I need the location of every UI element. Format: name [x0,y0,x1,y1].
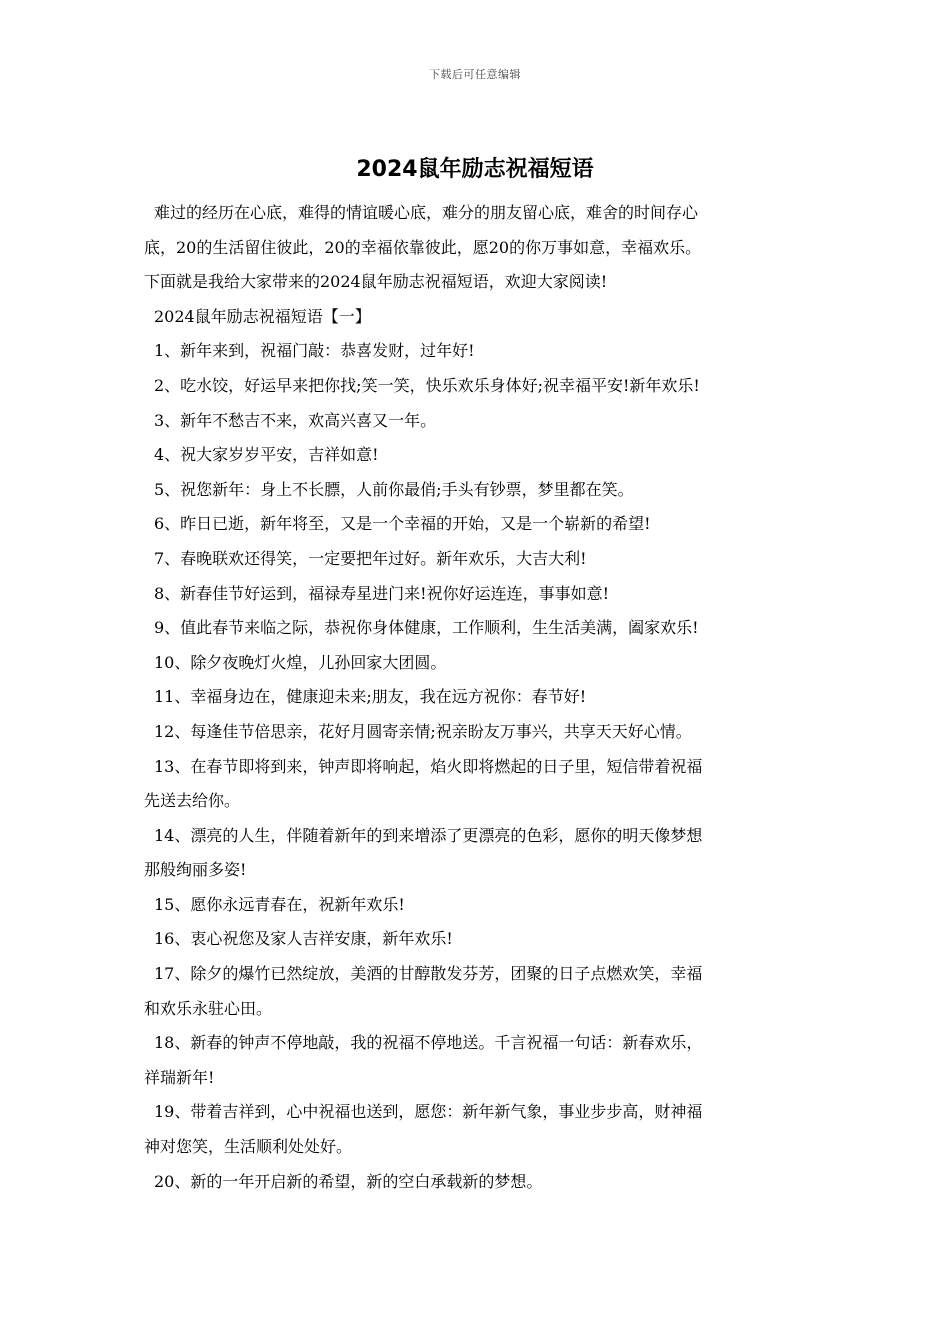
list-item: 4、祝大家岁岁平安，吉祥如意! [154,445,379,465]
intro-line: 底，20的生活留住彼此，20的幸福依靠彼此，愿20的你万事如意，幸福欢乐。 [144,237,702,257]
page-header: 下载后可任意编辑 [429,68,521,81]
list-item-continuation: 那般绚丽多姿! [144,860,247,880]
intro-line: 下面就是我给大家带来的2024鼠年励志祝福短语，欢迎大家阅读! [144,272,608,292]
intro-line: 难过的经历在心底，难得的情谊暖心底，难分的朋友留心底，难舍的时间存心 [154,203,699,222]
list-item: 6、昨日已逝，新年将至，又是一个幸福的开始，又是一个崭新的希望! [154,514,651,534]
list-item: 11、幸福身边在，健康迎未来;朋友，我在远方祝你：春节好! [154,687,587,707]
list-item-continuation: 祥瑞新年! [144,1067,215,1087]
list-item: 15、愿你永远青春在，祝新年欢乐! [154,894,405,914]
list-item-continuation: 和欢乐永驻心田。 [144,998,273,1018]
list-item: 14、漂亮的人生，伴随着新年的到来增添了更漂亮的色彩，愿你的明天像梦想 [154,825,703,845]
list-item: 18、新春的钟声不停地敲，我的祝福不停地送。千言祝福一句话：新春欢乐， [154,1033,703,1053]
document-body [144,196,834,1199]
document-title: 2024鼠年励志祝福短语 [356,157,594,182]
list-item: 3、新年不愁吉不来，欢高兴喜又一年。 [154,410,437,430]
list-item: 1、新年来到，祝福门敲：恭喜发财，过年好! [154,341,475,361]
list-item: 5、祝您新年：身上不长膘，人前你最俏;手头有钞票，梦里都在笑。 [154,479,634,499]
list-item-continuation: 先送去给你。 [144,791,241,811]
list-item: 12、每逢佳节倍思亲，花好月圆寄亲情;祝亲盼友万事兴，共享天天好心情。 [154,721,692,741]
section-heading: 2024鼠年励志祝福短语【一】 [154,306,371,326]
list-item: 13、在春节即将到来，钟声即将响起，焰火即将燃起的日子里，短信带着祝福 [154,756,703,776]
list-item: 20、新的一年开启新的希望，新的空白承载新的梦想。 [154,1171,543,1191]
list-item: 16、衷心祝您及家人吉祥安康，新年欢乐! [154,929,453,949]
list-item: 10、除夕夜晚灯火煌，儿孙回家大团圆。 [154,652,447,672]
blessing-list [144,334,834,1199]
list-item: 9、值此春节来临之际，恭祝你身体健康，工作顺利，生生活美满，阖家欢乐! [154,618,699,638]
list-item: 19、带着吉祥到，心中祝福也送到，愿您：新年新气象，事业步步高，财神福 [154,1102,703,1122]
list-item-continuation: 神对您笑，生活顺利处处好。 [144,1137,353,1157]
list-item: 7、春晚联欢还得笑，一定要把年过好。新年欢乐，大吉大利! [154,548,587,568]
list-item: 2、吃水饺，好运早来把你找;笑一笑，快乐欢乐身体好;祝幸福平安!新年欢乐! [154,375,700,395]
list-item: 17、除夕的爆竹已然绽放，美酒的甘醇散发芬芳，团聚的日子点燃欢笑，幸福 [154,964,703,984]
list-item: 8、新春佳节好运到，福禄寿星进门来!祝你好运连连，事事如意! [154,583,610,603]
